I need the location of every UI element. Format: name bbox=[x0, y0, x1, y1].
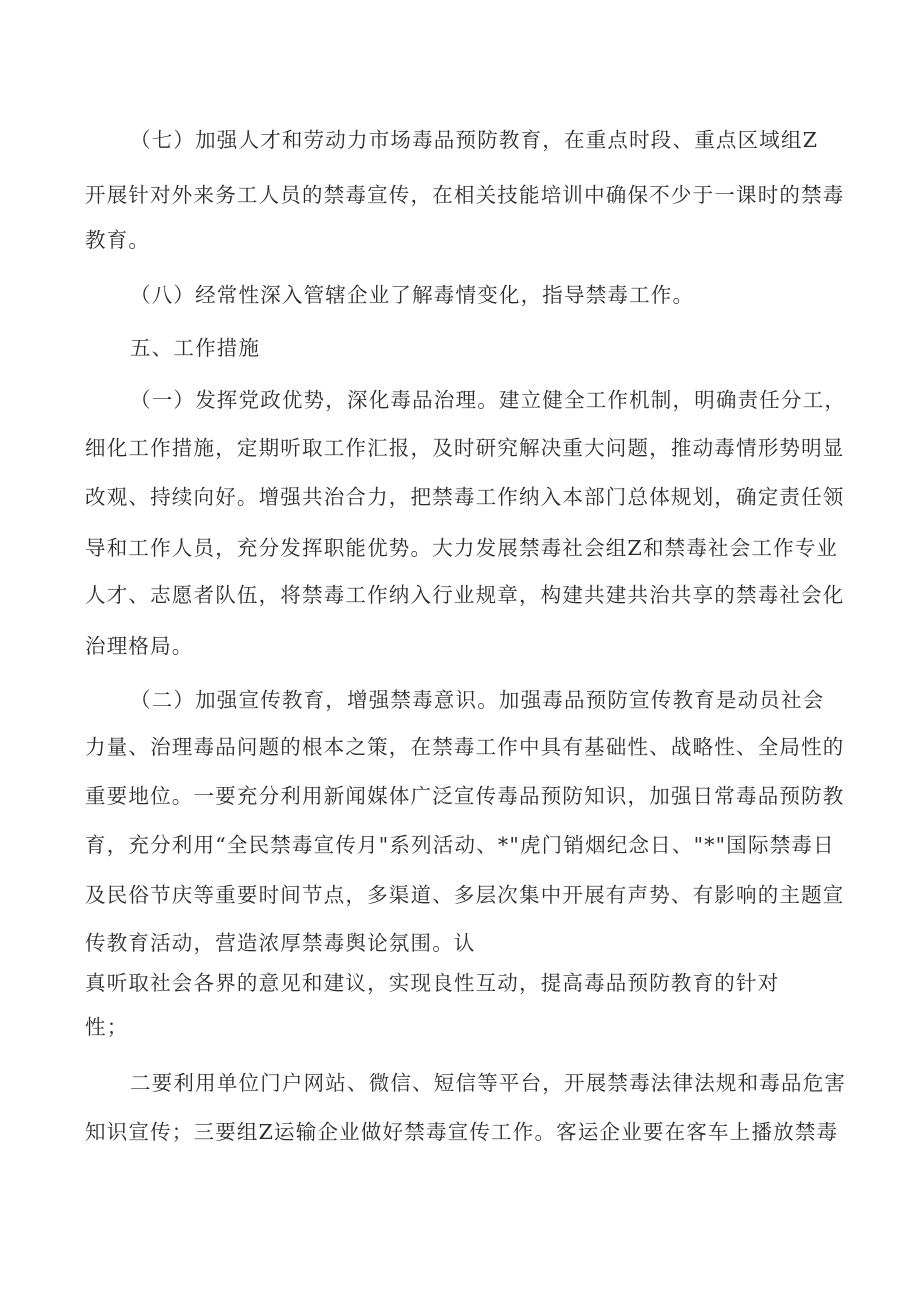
measure-1-line-6: 治理格局。 bbox=[85, 634, 194, 658]
measure-2-line-8: 性； bbox=[85, 1015, 129, 1039]
measure-1-line-5: 人才、志愿者队伍，将禁毒工作纳入行业规章，构建共建共治共享的禁毒社会化 bbox=[85, 583, 845, 607]
measure-2-line-5: 及民俗节庆等重要时间节点，多渠道、多层次集中开展有声势、有影响的主题宣 bbox=[85, 883, 845, 907]
paragraph-7-line-3: 教育。 bbox=[85, 228, 151, 252]
measure-2-line-7: 真听取社会各界的意见和建议，实现良性互动，提高毒品预防教育的针对 bbox=[85, 971, 780, 995]
measure-2-line-3: 重要地位。一要充分利用新闻媒体广泛宣传毒品预防知识，加强日常毒品预防教 bbox=[85, 784, 845, 808]
measure-2-line-4: 育，充分利用“全民禁毒宣传月"系列活动、*"虎门销烟纪念日、"*"国际禁毒日 bbox=[85, 833, 835, 857]
measure-1-line-2: 细化工作措施，定期听取工作汇报，及时研究解决重大问题，推动毒情形势明显 bbox=[85, 436, 845, 460]
section-heading: 五、工作措施 bbox=[130, 336, 261, 360]
paragraph-2-line-2: 知识宣传；三要组Z运输企业做好禁毒宣传工作。客运企业要在客车上播放禁毒 bbox=[85, 1120, 839, 1144]
measure-1-line-3: 改观、持续向好。增强共治合力，把禁毒工作纳入本部门总体规划，确定责任领 bbox=[85, 485, 845, 509]
paragraph-7-line-2: 开展针对外来务工人员的禁毒宣传，在相关技能培训中确保不少于一课时的禁毒 bbox=[85, 183, 845, 207]
measure-1-line-1: （一）发挥党政优势，深化毒品治理。建立健全工作机制，明确责任分工， bbox=[130, 388, 847, 412]
measure-1-line-4: 导和工作人员，充分发挥职能优势。大力发展禁毒社会组Z和禁毒社会工作专业 bbox=[85, 536, 839, 560]
paragraph-7-line-1: （七）加强人才和劳动力市场毒品预防教育，在重点时段、重点区域组Z bbox=[130, 128, 819, 152]
measure-2-line-1: （二）加强宣传教育，增强禁毒意识。加强毒品预防宣传教育是动员社会 bbox=[130, 688, 825, 712]
measure-2-line-2: 力量、治理毒品问题的根本之策，在禁毒工作中具有基础性、战略性、全局性的 bbox=[85, 735, 845, 759]
paragraph-2-line-1: 二要利用单位门户网站、微信、短信等平台，开展禁毒法律法规和毒品危害 bbox=[130, 1071, 847, 1095]
measure-2-line-6: 传教育活动，营造浓厚禁毒舆论氛围。认 bbox=[85, 931, 476, 955]
paragraph-8-line-1: （八）经常性深入管辖企业了解毒情变化，指导禁毒工作。 bbox=[130, 283, 695, 307]
